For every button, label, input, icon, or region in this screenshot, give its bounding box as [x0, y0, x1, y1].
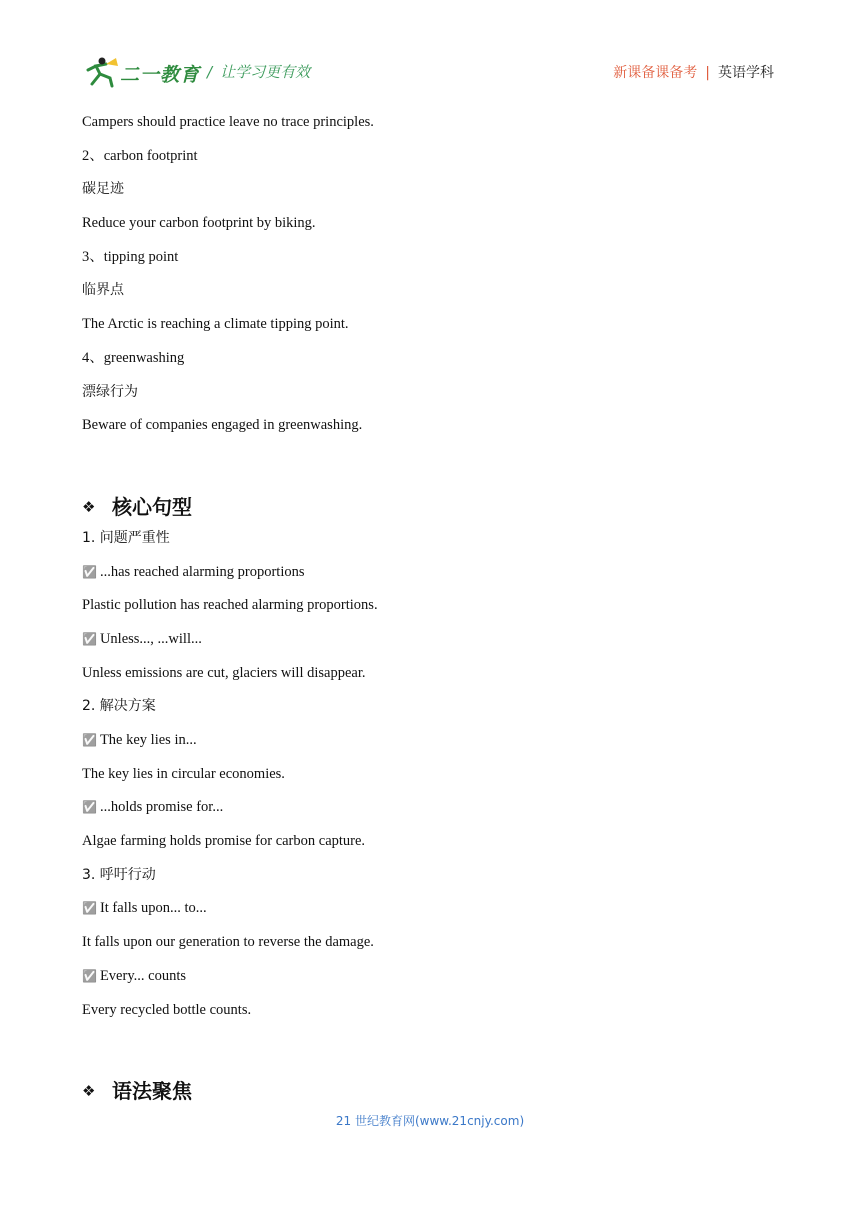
- pattern-line: [82, 796, 782, 830]
- spacer: [82, 1032, 782, 1071]
- line-text: Beware of companies engaged in greenwashing.: [82, 417, 363, 434]
- line-text: 1. 问题严重性: [82, 529, 170, 546]
- line-text: The Arctic is reaching a climate tipping point.: [82, 316, 349, 333]
- line-text: Campers should practice leave no trace principles.: [82, 114, 374, 130]
- line-text: 4、greenwashing: [82, 349, 185, 366]
- header-subject-label: 英语学科: [718, 65, 774, 81]
- text-line: [82, 111, 782, 145]
- check-mark-icon: ✅: [82, 968, 97, 983]
- core-sentence-list: [82, 527, 782, 1032]
- text-line: [82, 830, 782, 864]
- slogan-slash: /: [207, 63, 213, 81]
- vocab-list: [82, 111, 782, 448]
- line-text: 临界点: [82, 282, 124, 299]
- line-text: The key lies in...: [99, 732, 197, 748]
- line-text: Algae farming holds promise for carbon capture.: [82, 833, 366, 850]
- pattern-line: [82, 965, 782, 999]
- check-mark-icon: ✅: [82, 800, 97, 815]
- text-line: [82, 246, 782, 280]
- pattern-line: [82, 561, 782, 595]
- line-text: 2. 解决方案: [82, 698, 156, 715]
- header-subject: [613, 62, 774, 82]
- line-text: ...has reached alarming proportions: [99, 563, 305, 580]
- text-line: [82, 594, 782, 628]
- text-line: [82, 662, 782, 696]
- line-text: 漂绿行为: [82, 383, 138, 400]
- check-mark-icon: ✅: [82, 901, 97, 916]
- line-text: Reduce your carbon footprint by biking.: [82, 215, 316, 232]
- text-line: [82, 414, 782, 448]
- line-text: Every... counts: [99, 967, 186, 984]
- section-title: 核心句型: [112, 494, 192, 519]
- line-text: 碳足迹: [82, 181, 124, 198]
- line-text: ...holds promise for...: [99, 799, 224, 816]
- section-title: 语法聚焦: [112, 1079, 192, 1104]
- line-text: 2、carbon footprint: [82, 147, 198, 164]
- slogan-text: 让学习更有效: [220, 63, 311, 81]
- text-line: [82, 999, 782, 1033]
- line-text: Plastic pollution has reached alarming proportions.: [82, 597, 378, 614]
- header-course-label: 新课备课备考: [613, 65, 698, 81]
- footer-text: 21 世纪教育网(www.21cnjy.com): [335, 1114, 525, 1128]
- check-mark-icon: ✅: [82, 733, 97, 747]
- cn-line: [82, 381, 782, 415]
- line-text: Unless emissions are cut, glaciers will disappear.: [82, 664, 366, 681]
- diamond-bullet-icon: ❖: [82, 1082, 96, 1101]
- cn-line: [82, 178, 782, 212]
- cn-line: [82, 864, 782, 898]
- pattern-line: [82, 897, 782, 931]
- line-text: It falls upon our generation to reverse the damage.: [82, 934, 374, 951]
- diamond-bullet-icon: ❖: [82, 497, 96, 516]
- line-text: It falls upon... to...: [99, 900, 207, 917]
- line-text: Every recycled bottle counts.: [82, 1001, 252, 1018]
- cn-line: [82, 279, 782, 313]
- cn-line: [82, 695, 782, 729]
- line-text: 3. 呼吁行动: [82, 866, 156, 883]
- text-line: [82, 347, 782, 381]
- section-heading-core-sentences: [82, 487, 782, 527]
- running-man-logo-icon: [82, 56, 122, 90]
- section-heading-grammar: [82, 1071, 782, 1111]
- text-line: [82, 313, 782, 347]
- spacer: [82, 448, 782, 487]
- text-line: [82, 145, 782, 179]
- brand-logo: [82, 56, 200, 90]
- pattern-line: [82, 729, 782, 763]
- check-mark-icon: ✅: [82, 631, 97, 646]
- text-line: [82, 212, 782, 246]
- line-text: 3、tipping point: [82, 248, 179, 265]
- text-line: [82, 931, 782, 965]
- check-mark-icon: ✅: [82, 564, 97, 579]
- text-line: [82, 763, 782, 797]
- logo-text: 二一教育: [120, 64, 201, 86]
- page-footer: [0, 1112, 860, 1129]
- document-body: [82, 111, 782, 1111]
- slogan: [207, 61, 310, 82]
- pattern-line: [82, 628, 782, 662]
- header-separator: |: [705, 65, 710, 81]
- line-text: The key lies in circular economies.: [82, 765, 285, 782]
- cn-line: [82, 527, 782, 561]
- page-header: [0, 0, 860, 100]
- line-text: Unless..., ...will...: [99, 630, 202, 647]
